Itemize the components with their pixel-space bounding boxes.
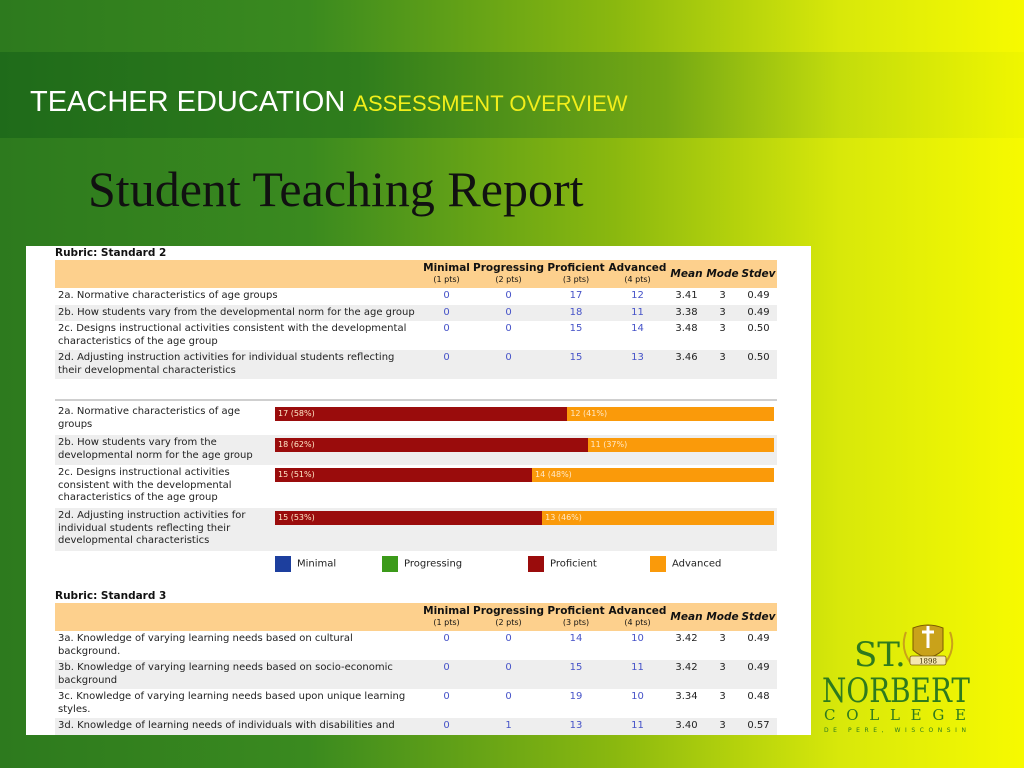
header-mode: Mode	[705, 260, 740, 288]
cell-mean: 3.38	[668, 305, 705, 322]
bar-data-label: 15 (53%)	[278, 513, 315, 522]
cell-proficient: 15	[569, 323, 583, 334]
header-item	[55, 603, 421, 631]
bar-category-label: 2b. How students vary from the developmental norm for the age group	[58, 437, 253, 461]
standard2-title: Rubric: Standard 2	[55, 247, 167, 259]
chart-legend	[55, 554, 777, 574]
cell-advanced: 12	[631, 290, 644, 301]
header-mean: Mean	[668, 603, 705, 631]
cell-progressing: 0	[472, 305, 545, 322]
table-row	[55, 660, 777, 689]
legend-item-proficient	[528, 556, 597, 572]
legend-item-minimal	[275, 556, 336, 572]
cell-mean: 3.42	[675, 633, 698, 644]
table-row	[55, 288, 777, 305]
bar-track	[275, 468, 774, 482]
cell-minimal: 0	[421, 305, 472, 322]
table-row	[55, 631, 777, 660]
row-item-label: 3b. Knowledge of varying learning needs based on socio-economic background	[55, 660, 421, 689]
bar-track	[275, 438, 774, 452]
table-header-row	[55, 603, 777, 631]
header-progressing: Progressing (2 pts)	[472, 603, 545, 631]
cell-proficient: 15	[545, 350, 607, 379]
standard3-table	[55, 603, 777, 735]
cell-mode: 3	[719, 290, 726, 301]
cell-stdev: 0.48	[747, 691, 770, 702]
cell-progressing: 0	[505, 323, 512, 334]
cell-mode: 3	[705, 350, 740, 379]
row-item-label: 2b. How students vary from the developmental norm for the age group	[55, 305, 421, 322]
cell-proficient: 19	[569, 691, 583, 702]
bar-data-label: 18 (62%)	[278, 440, 315, 449]
report-panel	[26, 246, 811, 735]
cell-stdev: 0.49	[740, 660, 777, 689]
legend-label: Minimal	[297, 558, 337, 570]
logo-line4: DE PERE, WISCONSIN	[824, 727, 966, 734]
cell-minimal: 0	[421, 718, 472, 735]
bar-segment-proficient	[275, 438, 588, 452]
table-row	[55, 305, 777, 322]
cell-mean: 3.40	[668, 718, 705, 735]
table-row	[55, 321, 777, 350]
cell-progressing: 1	[472, 718, 545, 735]
cell-minimal: 0	[443, 323, 450, 334]
bar-data-label: 12 (41%)	[570, 409, 608, 418]
cell-advanced: 14	[631, 323, 644, 334]
cell-mean: 3.42	[668, 660, 705, 689]
legend-label: Progressing	[404, 558, 463, 570]
cell-progressing: 0	[505, 691, 512, 702]
cell-mode: 3	[719, 633, 726, 644]
bar-category-label: 2d. Adjusting instruction activities for individual students reflecting their developmental characteristics	[58, 510, 246, 546]
header-advanced: Advanced (4 pts)	[607, 603, 668, 631]
legend-swatch	[528, 556, 544, 572]
bar-row	[55, 435, 777, 465]
divider	[55, 399, 777, 401]
cell-stdev: 0.57	[740, 718, 777, 735]
bar-data-label: 15 (51%)	[278, 470, 315, 479]
cell-proficient: 17	[569, 290, 583, 301]
header-stdev: Stdev	[740, 260, 777, 288]
standard2-table-wrap	[55, 260, 777, 379]
cell-minimal: 0	[443, 290, 450, 301]
cell-mean: 3.46	[668, 350, 705, 379]
cell-mode: 3	[705, 660, 740, 689]
header-proficient: Proficient (3 pts)	[545, 260, 607, 288]
bar-data-label: 14 (48%)	[535, 470, 572, 479]
header-proficient: Proficient (3 pts)	[545, 603, 607, 631]
bar-row	[55, 508, 777, 551]
header-item	[55, 260, 421, 288]
table-row	[55, 689, 777, 718]
cell-mode: 3	[705, 305, 740, 322]
cell-minimal: 0	[443, 691, 450, 702]
bar-category-label: 2a. Normative characteristics of age groups	[58, 406, 241, 430]
legend-label: Proficient	[550, 558, 597, 570]
cell-stdev: 0.49	[747, 633, 770, 644]
cell-stdev: 0.50	[740, 350, 777, 379]
cell-mean: 3.34	[675, 691, 698, 702]
header-advanced: Advanced (4 pts)	[607, 260, 668, 288]
header-minimal: Minimal (1 pts)	[421, 260, 472, 288]
table-row	[55, 718, 777, 735]
header	[30, 86, 628, 119]
cell-progressing: 0	[472, 350, 545, 379]
bar-segment-advanced	[588, 438, 774, 452]
cell-stdev: 0.49	[740, 305, 777, 322]
cell-mean: 3.41	[675, 290, 698, 301]
logo-line3: COLLEGE	[824, 706, 966, 724]
bar-segment-proficient	[275, 468, 532, 482]
cell-proficient: 13	[545, 718, 607, 735]
stacked-bar-chart	[55, 404, 777, 551]
bar-data-label: 13 (46%)	[545, 513, 582, 522]
legend-item-advanced	[650, 556, 721, 572]
header-title-main: TEACHER EDUCATION	[30, 86, 346, 118]
cell-proficient: 14	[569, 633, 583, 644]
bar-track	[275, 407, 774, 421]
header-stdev: Stdev	[740, 603, 777, 631]
row-item-label: 2a. Normative characteristics of age groups	[58, 290, 278, 301]
bar-segment-advanced	[542, 511, 774, 525]
legend-item-progressing	[382, 556, 462, 572]
logo-line1: ST.	[854, 635, 906, 675]
cell-progressing: 0	[505, 290, 512, 301]
cell-stdev: 0.50	[747, 323, 770, 334]
cell-proficient: 18	[545, 305, 607, 322]
row-item-label: 2d. Adjusting instruction activities for individual students reflecting their developmental characteristics	[55, 350, 421, 379]
bar-data-label: 11 (37%)	[590, 440, 628, 449]
cell-progressing: 0	[472, 660, 545, 689]
st-norbert-college-logo	[818, 620, 978, 740]
slide-title: Student Teaching Report	[88, 161, 584, 217]
cell-stdev: 0.49	[747, 290, 770, 301]
legend-swatch	[650, 556, 666, 572]
cell-advanced: 10	[631, 691, 644, 702]
bar-segment-advanced	[567, 407, 774, 421]
cell-minimal: 0	[443, 633, 450, 644]
cell-advanced: 11	[607, 660, 668, 689]
cell-advanced: 13	[607, 350, 668, 379]
cell-mode: 3	[719, 323, 726, 334]
cell-mode: 3	[705, 718, 740, 735]
bar-row	[55, 404, 777, 435]
header-progressing: Progressing (2 pts)	[472, 260, 545, 288]
bar-data-label: 17 (58%)	[278, 409, 315, 418]
table-header-row	[55, 260, 777, 288]
cell-minimal: 0	[421, 350, 472, 379]
bar-row	[55, 465, 777, 508]
legend-swatch	[382, 556, 398, 572]
cell-mean: 3.48	[675, 323, 698, 334]
logo-year: 1898	[919, 657, 937, 666]
legend-swatch	[275, 556, 291, 572]
cell-progressing: 0	[505, 633, 512, 644]
bar-track	[275, 511, 774, 525]
header-mode: Mode	[705, 603, 740, 631]
bar-segment-advanced	[532, 468, 774, 482]
cell-advanced: 11	[607, 718, 668, 735]
row-item-label: 3d. Knowledge of learning needs of individuals with disabilities and	[55, 718, 421, 735]
bar-category-label: 2c. Designs instructional activities consistent with the developmental characteristics of the age group	[58, 467, 232, 503]
header-mean: Mean	[668, 260, 705, 288]
standard2-table	[55, 260, 777, 379]
bar-segment-proficient	[275, 407, 567, 421]
cell-proficient: 15	[545, 660, 607, 689]
cell-advanced: 11	[607, 305, 668, 322]
logo-line2: NORBERT	[822, 671, 971, 711]
row-item-label: 3c. Knowledge of varying learning needs based upon unique learning styles.	[58, 691, 406, 715]
header-title-sub: ASSESSMENT OVERVIEW	[353, 91, 628, 116]
header-minimal: Minimal (1 pts)	[421, 603, 472, 631]
cell-minimal: 0	[421, 660, 472, 689]
row-item-label: 3a. Knowledge of varying learning needs based on cultural background.	[58, 633, 353, 657]
standard3-title: Rubric: Standard 3	[55, 590, 167, 602]
legend-label: Advanced	[672, 558, 722, 570]
standard3-table-wrap	[55, 603, 777, 735]
cell-advanced: 10	[631, 633, 644, 644]
bar-segment-proficient	[275, 511, 542, 525]
table-row	[55, 350, 777, 379]
cell-mode: 3	[719, 691, 726, 702]
row-item-label: 2c. Designs instructional activities consistent with the developmental characteristics of the age group	[58, 323, 407, 347]
